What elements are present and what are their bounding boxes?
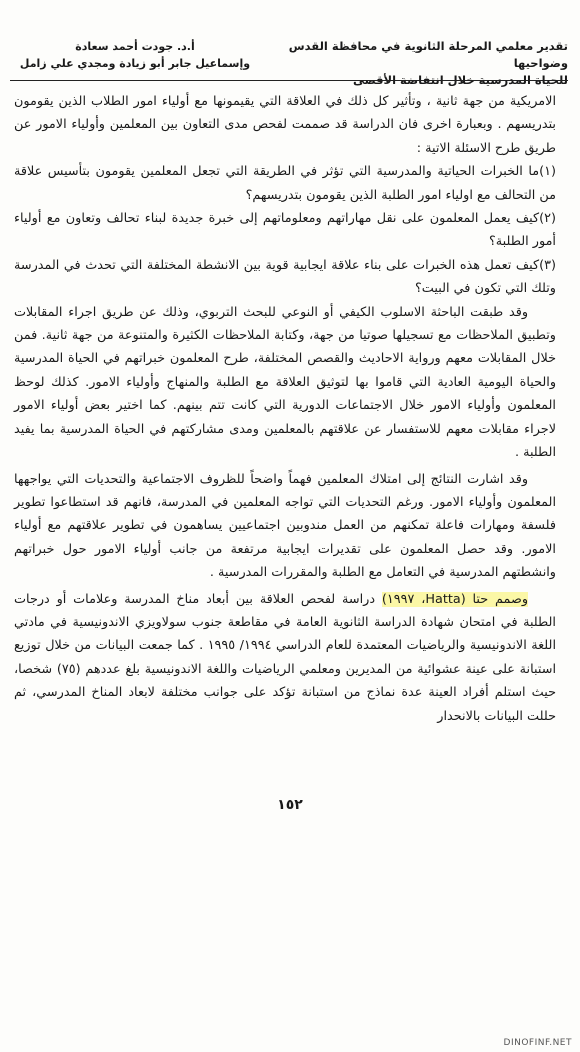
header-rule [10, 80, 568, 81]
question-3: (٣)كيف تعمل هذه الخبرات على بناء علاقة ايجابية قوية بين الانشطة المختلفة التي تحدث في المدرسة وتلك التي تكون في البيت؟ [14, 257, 556, 297]
body-text [14, 90, 556, 728]
paragraph-method: وقد طبقت الباحثة الاسلوب الكيفي أو النوعي للبحث التربوي، وذلك عن طريق اجراء المقابلات وتطبيق الملاحظات مع تسجيلها صوتيا من جهة، وكتابة الملاحظات الكثيرة والمتنوعة من جهة ثانية. فمن خلال المقابلات معهم ورواية الاحاديث والقصص المختلفة، طرح المعلمون خبراتهم في الحياة المدرسية والحياة اليومية العادية التي قاموا بها لتوثيق العلاقة مع الطلبة والمنهاج وأولياء الامور. كذلك لوحظ المعلمون وأولياء الامور خلال الاجتماعات الدورية التي كانت تتم بينهم. كما اختير بعض أولياء الامور لاجراء مقابلات معهم للاستفسار عن علاقتهم بالمعلمين ومدى مشاركتهم في الحياة المدرسية بما يفيد الطلبة . [14, 304, 556, 461]
header-authors-line-2: وإسماعيل جابر أبو زيادة ومجدي علي زامل [19, 57, 251, 70]
header-title-line-2: للحياة المدرسية خلال انتفاضة الأقصى [353, 73, 568, 87]
header-authors-line-1: أ.د. جودت أحمد سعادة [75, 40, 195, 53]
header-authors [10, 38, 260, 72]
paragraph-intro: الامريكية من جهة ثانية ، وتأثير كل ذلك في العلاقة التي يقيمونها مع أولياء امور الطلاب الذين يقومون بتدريسهم . وبعبارة اخرى فان الدراسة قد صممت لفحص مدى التعاون بين المعلمين وأولياء الامور عن طريق طرح الاسئلة الاتية : [14, 94, 556, 156]
header-title [268, 38, 568, 89]
paragraph-results: وقد اشارت النتائج إلى امتلاك المعلمين فهماً واضحاً للظروف الاجتماعية والتحديات التي يواجهها المعلمون وأولياء الامور. ورغم التحديات التي تواجه المعلمين في المدرسة، فانهم قد استطاعوا تطوير فلسفة ومهارات فاعلة تمكنهم من العمل مندوبين اجتماعيين يساهمون في تطوير علاقتهم مع أولياء الامور. وقد حصل المعلمون على تقديرات ايجابية مرتفعة من جانب أولياء الامور حول خبراتهم وانشطتهم المدرسية في التعامل مع الطلبة والمقررات المدرسية . [14, 471, 556, 581]
site-watermark: DINOFINF.NET [503, 1038, 572, 1048]
paragraph-hatta-study [14, 588, 556, 728]
running-header [10, 38, 568, 87]
highlighted-citation: وصمم حتا (Hatta، ١٩٩٧) [381, 591, 528, 607]
paragraph-hatta-text: دراسة لفحص العلاقة بين أبعاد مناخ المدرسة وعلامات أو درجات الطلبة في امتحان شهادة الدراسة الثانوية العامة في مقاطعة جنوب سولاويزي الاندونيسية في مادتي اللغة الاندونيسية والرياضيات المعتمدة للعام الدراسي ١٩٩٤/ ١٩٩٥ . كما جمعت البيانات من خلال توزيع استبانة على عينة عشوائية من المديرين ومعلمي الرياضيات واللغة الاندونيسية بلغ عددهم (٧٥) شخصا، حيث استلم أفراد العينة عدة نماذج من استبانة تؤكد على جوانب مختلفة لابعاد المناخ المدرسي، ثم حللت البيانات بالانحدار [14, 591, 556, 724]
header-title-line-1: تقدير معلمي المرحلة الثانوية في محافظة القدس وضواحيها [288, 39, 568, 70]
question-1: (١)ما الخبرات الحياتية والمدرسية التي تؤثر في الطريقة التي تجعل المعلمين يقومون بتأسيس علاقة من التحالف مع اولياء امور الطلبة الذين يقومون بتدريسهم؟ [14, 164, 556, 203]
page-number: ١٥٢ [277, 797, 303, 813]
question-2: (٢)كيف يعمل المعلمون على نقل مهاراتهم ومعلوماتهم إلى خبرة جديدة لبناء تحالف وتعاون مع أولياء أمور الطلبة؟ [14, 211, 556, 250]
